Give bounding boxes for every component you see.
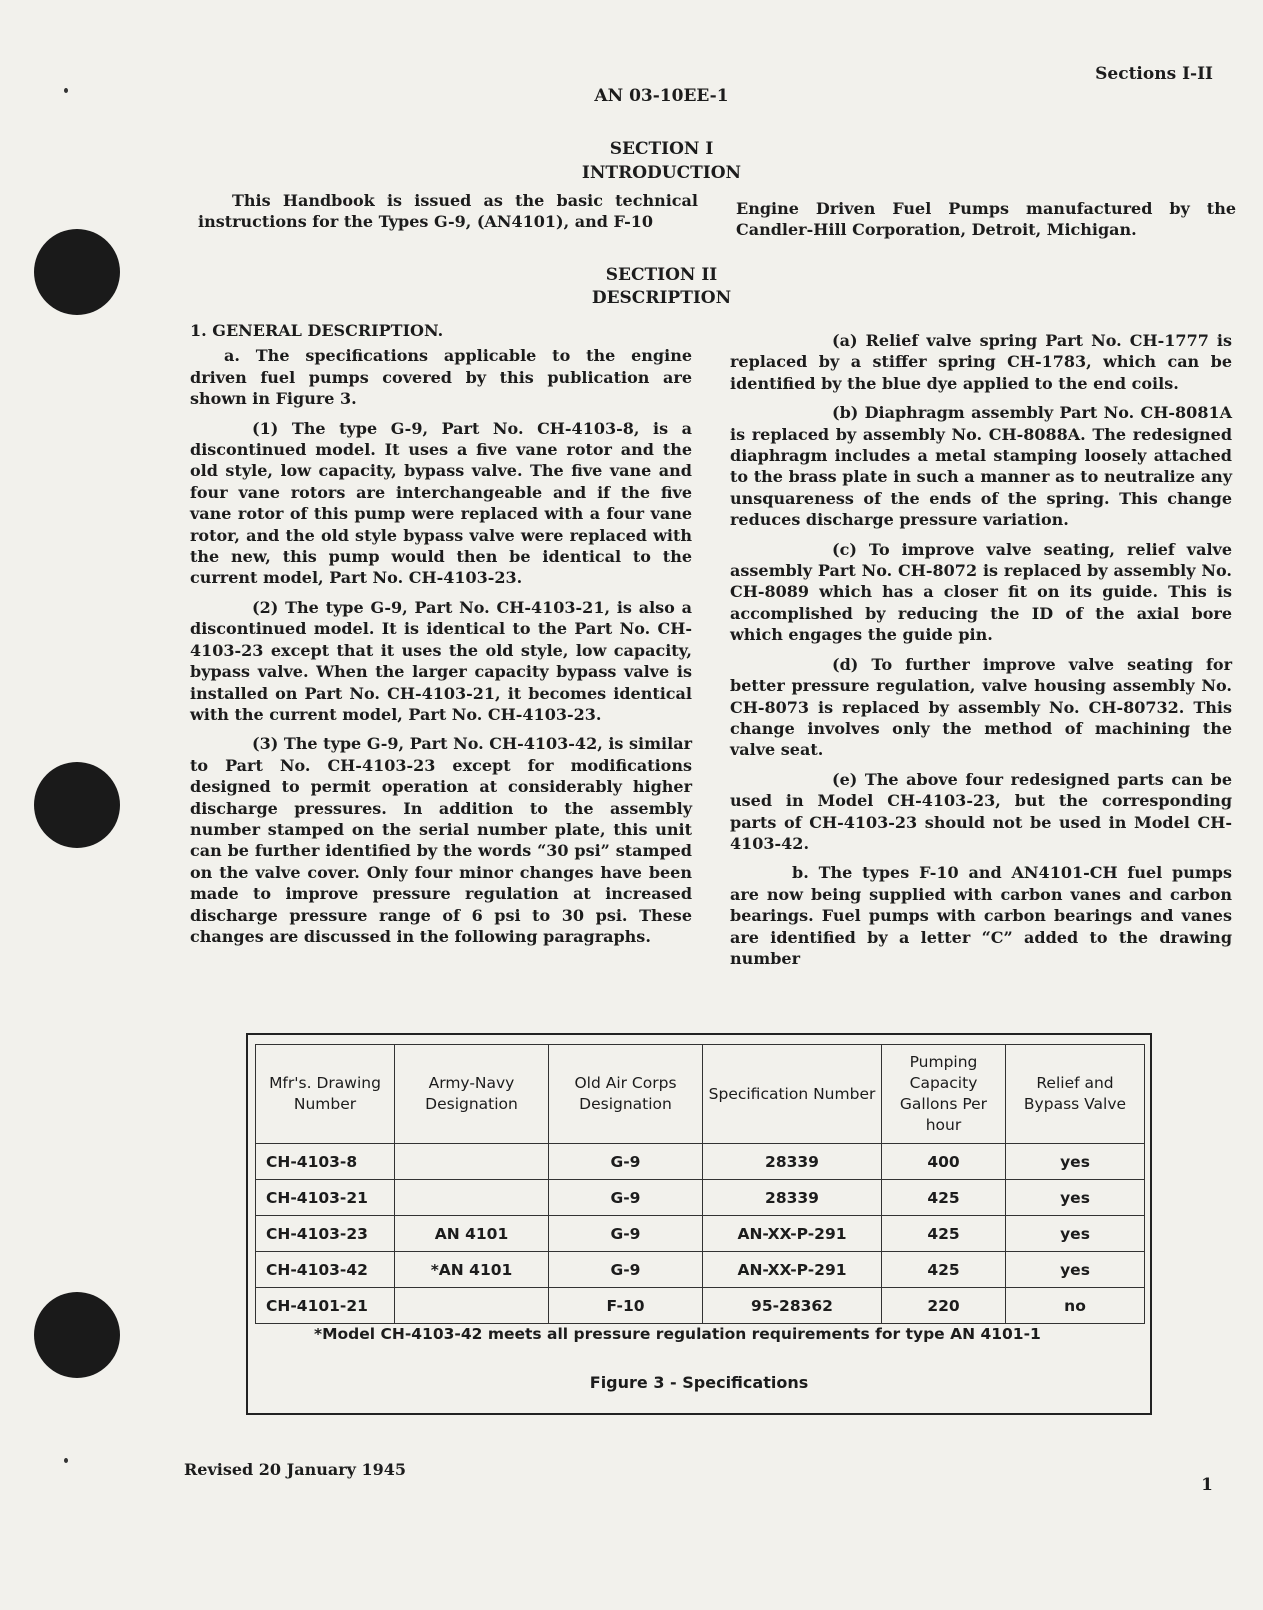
section2-subtitle: DESCRIPTION [591, 288, 732, 308]
table-cell: AN-XX-P-291 [703, 1252, 882, 1288]
table-row [256, 1180, 1145, 1216]
table-cell: 425 [882, 1252, 1006, 1288]
table-cell: CH-4101-21 [256, 1288, 395, 1324]
table-cell: F-10 [549, 1288, 703, 1324]
table-footnote: *Model CH-4103-42 meets all pressure regulation requirements for type AN 4101-1 [314, 1325, 1041, 1343]
paragraph: (3) The type G-9, Part No. CH-4103-42, is similar to Part No. CH-4103-23 except for modifications designed to permit operation at considerably higher discharge pressures. In addition to the assembly number stamped on the serial number plate, this unit can be further identified by the words “30 psi” stamped on the valve cover. Only four minor changes have been made to improve pressure regulation at increased discharge pressure range of 6 psi to 30 psi. These changes are discussed in the following paragraphs. [190, 734, 692, 946]
intro-right-text [736, 198, 1236, 249]
specifications-figure [246, 1033, 1152, 1415]
table-cell: 220 [882, 1288, 1006, 1324]
table-cell: AN-XX-P-291 [703, 1216, 882, 1252]
table-cell: 28339 [703, 1144, 882, 1180]
punch-hole [34, 762, 120, 848]
table-row [256, 1144, 1145, 1180]
figure-caption: Figure 3 - Specifications [589, 1373, 809, 1392]
column-header: Relief and Bypass Valve [1006, 1045, 1145, 1144]
paragraph: b. The types F-10 and AN4101-CH fuel pumps are now being supplied with carbon vanes and carbon bearings. Fuel pumps with carbon bearings and vanes are identified by a letter “C” added to the drawing number [730, 863, 1232, 968]
paragraph: (b) Diaphragm assembly Part No. CH-8081A is replaced by assembly No. CH-8088A. The redesigned diaphragm includes a metal stamping loosely attached to the brass plate in such a manner as to neutralize any unsquareness of the ends of the spring. This change reduces discharge pressure variation. [730, 403, 1232, 530]
paragraph: (e) The above four redesigned parts can be used in Model CH-4103-23, but the corresponding parts of CH-4103-23 should not be used in Model CH-4103-42. [730, 769, 1232, 853]
table-cell: yes [1006, 1144, 1145, 1180]
table-cell: 425 [882, 1216, 1006, 1252]
table-cell: CH-4103-23 [256, 1216, 395, 1252]
column-header: Army-Navy Designation [395, 1045, 549, 1144]
table-cell [395, 1288, 549, 1324]
paragraph: (1) The type G-9, Part No. CH-4103-8, is a discontinued model. It uses a five vane rotor and the old style, low capacity, bypass valve. The five vane and four vane rotors are interchangeable and if the five vane rotor of this pump were replaced with a four vane rotor, and the old style bypass valve were replaced with the new, this pump would then be identical to the current model, Part No. CH-4103-23. [190, 418, 692, 588]
punch-hole [34, 1292, 120, 1378]
sections-label: Sections I-II [1095, 64, 1213, 84]
table-cell: *AN 4101 [395, 1252, 549, 1288]
paragraph: (2) The type G-9, Part No. CH-4103-21, is also a discontinued model. It is identical to the Part No. CH-4103-23 except that it uses the old style, low capacity, bypass valve. When the larger capacity bypass valve is installed on Part No. CH-4103-21, it becomes identical with the current model, Part No. CH-4103-23. [190, 597, 692, 724]
paragraph: (d) To further improve valve seating for better pressure regulation, valve housing assembly No. CH-8073 is replaced by assembly No. CH-80732. This change involves only the method of machining the valve seat. [730, 654, 1232, 760]
description-right-column [730, 330, 1232, 977]
table-header-row [256, 1045, 1145, 1144]
table-cell: CH-4103-42 [256, 1252, 395, 1288]
table-cell: no [1006, 1288, 1145, 1324]
table-row [256, 1252, 1145, 1288]
table-cell: G-9 [549, 1180, 703, 1216]
speck [64, 1458, 68, 1463]
specifications-table [255, 1044, 1145, 1324]
column-header: Old Air Corps Designation [549, 1045, 703, 1144]
column-header: Mfr's. Drawing Number [256, 1045, 395, 1144]
table-cell: G-9 [549, 1144, 703, 1180]
general-description-heading: 1. GENERAL DESCRIPTION. [190, 321, 444, 340]
table-cell: yes [1006, 1180, 1145, 1216]
paragraph: (a) Relief valve spring Part No. CH-1777 is replaced by a stiffer spring CH-1783, which can be identified by the blue dye applied to the end coils. [730, 331, 1232, 393]
section1-subtitle: INTRODUCTION [581, 163, 742, 183]
doc-number: AN 03-10EE-1 [594, 86, 729, 106]
table-cell: yes [1006, 1216, 1145, 1252]
intro-left-text [198, 190, 698, 241]
intro-left-para: This Handbook is issued as the basic technical instructions for the Types G-9, (AN4101), and F-10 [198, 191, 698, 232]
description-left-column [190, 320, 692, 955]
paragraph: (c) To improve valve seating, relief valve assembly Part No. CH-8072 is replaced by assembly No. CH-8089 which has a closer fit on its guide. This is accomplished by reducing the ID of the axial bore which engages the guide pin. [730, 539, 1232, 645]
table-row [256, 1288, 1145, 1324]
table-cell: yes [1006, 1252, 1145, 1288]
table-cell: CH-4103-8 [256, 1144, 395, 1180]
section2-title: SECTION II [605, 265, 718, 285]
revision-date: Revised 20 January 1945 [184, 1460, 407, 1479]
paragraph: a. The specifications applicable to the engine driven fuel pumps covered by this publication are shown in Figure 3. [190, 346, 692, 409]
table-cell: G-9 [549, 1252, 703, 1288]
table-cell: G-9 [549, 1216, 703, 1252]
page-number: 1 [1201, 1475, 1213, 1495]
column-header: Pumping Capacity Gallons Per hour [882, 1045, 1006, 1144]
table-cell: CH-4103-21 [256, 1180, 395, 1216]
table-cell [395, 1144, 549, 1180]
table-cell [395, 1180, 549, 1216]
table-cell: 425 [882, 1180, 1006, 1216]
column-header: Specification Number [703, 1045, 882, 1144]
intro-right-para: Engine Driven Fuel Pumps manufactured by the Candler-Hill Corporation, Detroit, Michigan. [736, 199, 1236, 240]
table-cell: 28339 [703, 1180, 882, 1216]
table-cell: 95-28362 [703, 1288, 882, 1324]
table-cell: 400 [882, 1144, 1006, 1180]
section1-title: SECTION I [609, 139, 714, 159]
table-cell: AN 4101 [395, 1216, 549, 1252]
table-row [256, 1216, 1145, 1252]
